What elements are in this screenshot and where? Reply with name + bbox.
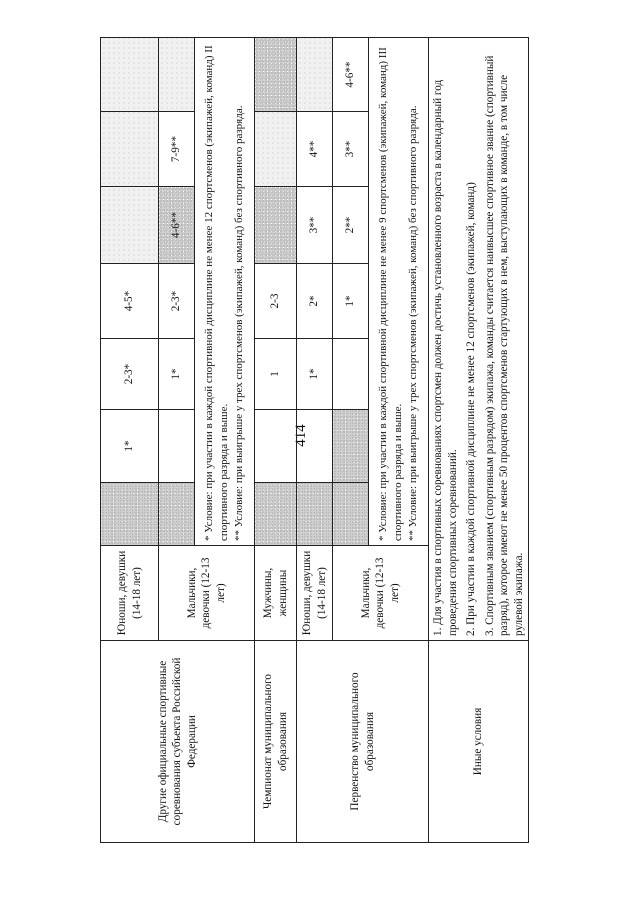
value-cell	[255, 483, 297, 546]
other-conditions-cell	[429, 38, 529, 641]
competition-cell: Другие официальные спортивные соревнования субъекта Российской Федерации	[101, 641, 255, 843]
value-cell: 3**	[333, 112, 369, 187]
value-cell	[255, 112, 297, 187]
value-cell	[101, 483, 159, 546]
value-cell: 1*	[101, 410, 159, 483]
value-cell	[297, 410, 333, 483]
condition-item: 1. Для участия в спортивных соревнованиях спортсмен должен достичь установленного возраста в календарный год проведения спортивных соревнований.	[432, 79, 459, 636]
value-cell: 1*	[333, 264, 369, 339]
value-cell	[255, 410, 297, 483]
competition-cell: Первенство муниципального образования	[297, 641, 429, 843]
value-cell: 2-3	[255, 264, 297, 339]
value-cell	[297, 38, 333, 112]
rotated-page	[100, 38, 525, 843]
table-row	[297, 38, 333, 843]
value-cell: 2**	[333, 187, 369, 264]
value-cell	[101, 187, 159, 264]
value-cell	[101, 38, 159, 112]
value-cell	[255, 38, 297, 112]
table-row	[101, 38, 159, 843]
value-cell	[101, 112, 159, 187]
competition-cell: Чемпионат муниципального образования	[255, 641, 297, 843]
value-cell: 1	[255, 339, 297, 410]
value-cell	[159, 410, 195, 483]
other-conditions-label: Иные условия	[429, 641, 529, 843]
value-cell: 4**	[297, 112, 333, 187]
value-cell: 1*	[297, 339, 333, 410]
page-number: 414	[292, 424, 309, 447]
value-cell	[297, 483, 333, 546]
age-group-cell: Мальчики, девочки (12-13 лет)	[333, 546, 429, 641]
value-cell: 2-3*	[159, 264, 195, 339]
value-cell	[333, 339, 369, 410]
value-cell: 7-9**	[159, 112, 195, 187]
condition-item: 3. Спортивным званием (спортивным разрядом) экипажа, команды считается наивысшее спортивное звание (спортивный разряд), которое имеют не менее 50 процентов спортсменов стартующих в нем, выступающих в команде, в том числе рулевой экипажа.	[483, 55, 525, 636]
table-row	[429, 38, 529, 843]
condition-note: * Условие: при участии в каждой спортивной дисциплине не менее 9 спортсменов (экипажей, команд) III спортивного разряда и выше.	[377, 47, 404, 541]
value-cell: 4-6**	[333, 38, 369, 112]
condition-item: 2. При участии в каждой спортивной дисциплине не менее 12 спортсменов (экипажей, команд)	[465, 182, 478, 636]
value-cell: 3**	[297, 187, 333, 264]
value-cell: 4-5*	[101, 264, 159, 339]
value-cell	[333, 483, 369, 546]
age-group-cell: Юноши, девушки (14-18 лет)	[297, 546, 333, 641]
value-cell	[255, 187, 297, 264]
value-cell: 4-6**	[159, 187, 195, 264]
value-cell	[159, 483, 195, 546]
condition-note: * Условие: при участии в каждой спортивной дисциплине не менее 12 спортсменов (экипажей, команд) II спортивного разряда и выше.	[203, 45, 230, 541]
conditions-cell	[369, 38, 429, 546]
condition-note: ** Условие: при выигрыше у трех спортсменов (экипажей, команд) без спортивного разряда.	[407, 105, 420, 541]
age-group-cell: Мальчики, девочки (12-13 лет)	[159, 546, 255, 641]
condition-note: ** Условие: при выигрыше у трех спортсменов (экипажей, команд) без спортивного разряда.	[233, 105, 246, 541]
age-group-cell: Мужчины, женщины	[255, 546, 297, 641]
table-row	[255, 38, 297, 843]
value-cell	[333, 410, 369, 483]
value-cell: 1*	[159, 339, 195, 410]
value-cell	[159, 38, 195, 112]
value-cell: 2*	[297, 264, 333, 339]
conditions-cell	[195, 38, 255, 546]
age-group-cell: Юноши, девушки (14-18 лет)	[101, 546, 159, 641]
value-cell: 2-3*	[101, 339, 159, 410]
rank-requirements-table	[100, 37, 529, 843]
